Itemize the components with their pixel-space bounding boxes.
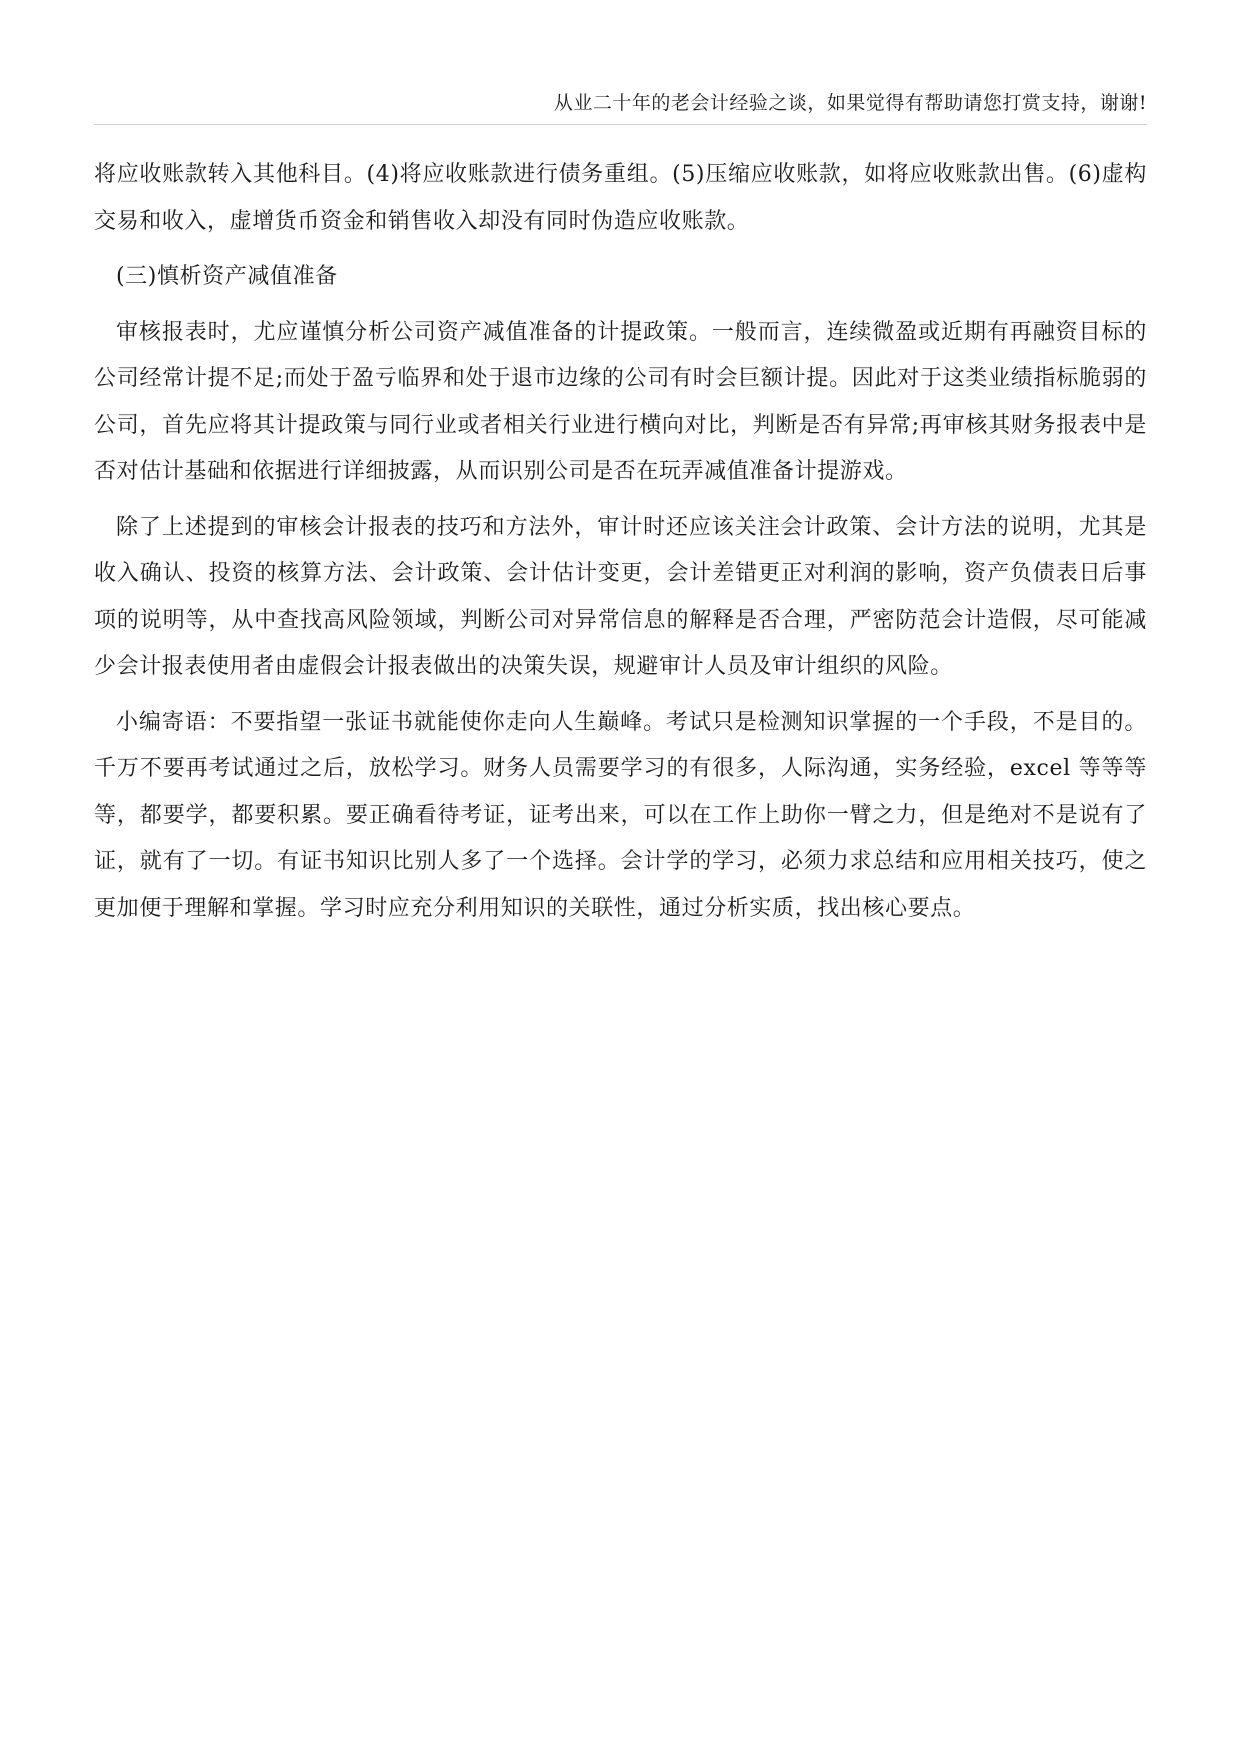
section-heading: (三)慎析资产减值准备 (116, 264, 338, 289)
header-note: 从业二十年的老会计经验之谈，如果觉得有帮助请您打赏支持，谢谢! (553, 92, 1147, 114)
paragraph-audit-tips: 除了上述提到的审核会计报表的技巧和方法外，审计时还应该关注会计政策、会计方法的说明，尤其是收入确认、投资的核算方法、会计政策、会计估计变更，会计差错更正对利润的影响，资产负债表日后事项的说明等，从中查找高风险领域，判断公司对异常信息的解释是否合理，严密防范会计造假，尽可能减少会计报表使用者由虚假会计报表做出的决策失误，规避审计人员及审计组织的风险。 (94, 514, 1147, 679)
header-divider (94, 124, 1147, 125)
paragraph-continued: 将应收账款转入其他科目。(4)将应收账款进行债务重组。(5)压缩应收账款，如将应收账款出售。(6)虚构交易和收入，虚增货币资金和销售收入却没有同时伪造应收账款。 (94, 162, 1147, 234)
document-body (94, 152, 1147, 941)
paragraph-editor-note: 小编寄语：不要指望一张证书就能使你走向人生巅峰。考试只是检测知识掌握的一个手段，不是目的。千万不要再考试通过之后，放松学习。财务人员需要学习的有很多，人际沟通，实务经验，excel 等等等等，都要学，都要积累。要正确看待考证，证考出来，可以在工作上助你一臂之力，但是绝对不是说有了证，就有了一切。有证书知识比别人多了一个选择。会计学的学习，必须力求总结和应用相关技巧，使之更加便于理解和掌握。学习时应充分利用知识的关联性，通过分析实质，找出核心要点。 (94, 709, 1147, 921)
paragraph-impairment: 审核报表时，尤应谨慎分析公司资产减值准备的计提政策。一般而言，连续微盈或近期有再融资目标的公司经常计提不足;而处于盈亏临界和处于退市边缘的公司有时会巨额计提。因此对于这类业绩指标脆弱的公司，首先应将其计提政策与同行业或者相关行业进行横向对比，判断是否有异常;再审核其财务报表中是否对估计基础和依据进行详细披露，从而识别公司是否在玩弄减值准备计提游戏。 (94, 319, 1147, 484)
